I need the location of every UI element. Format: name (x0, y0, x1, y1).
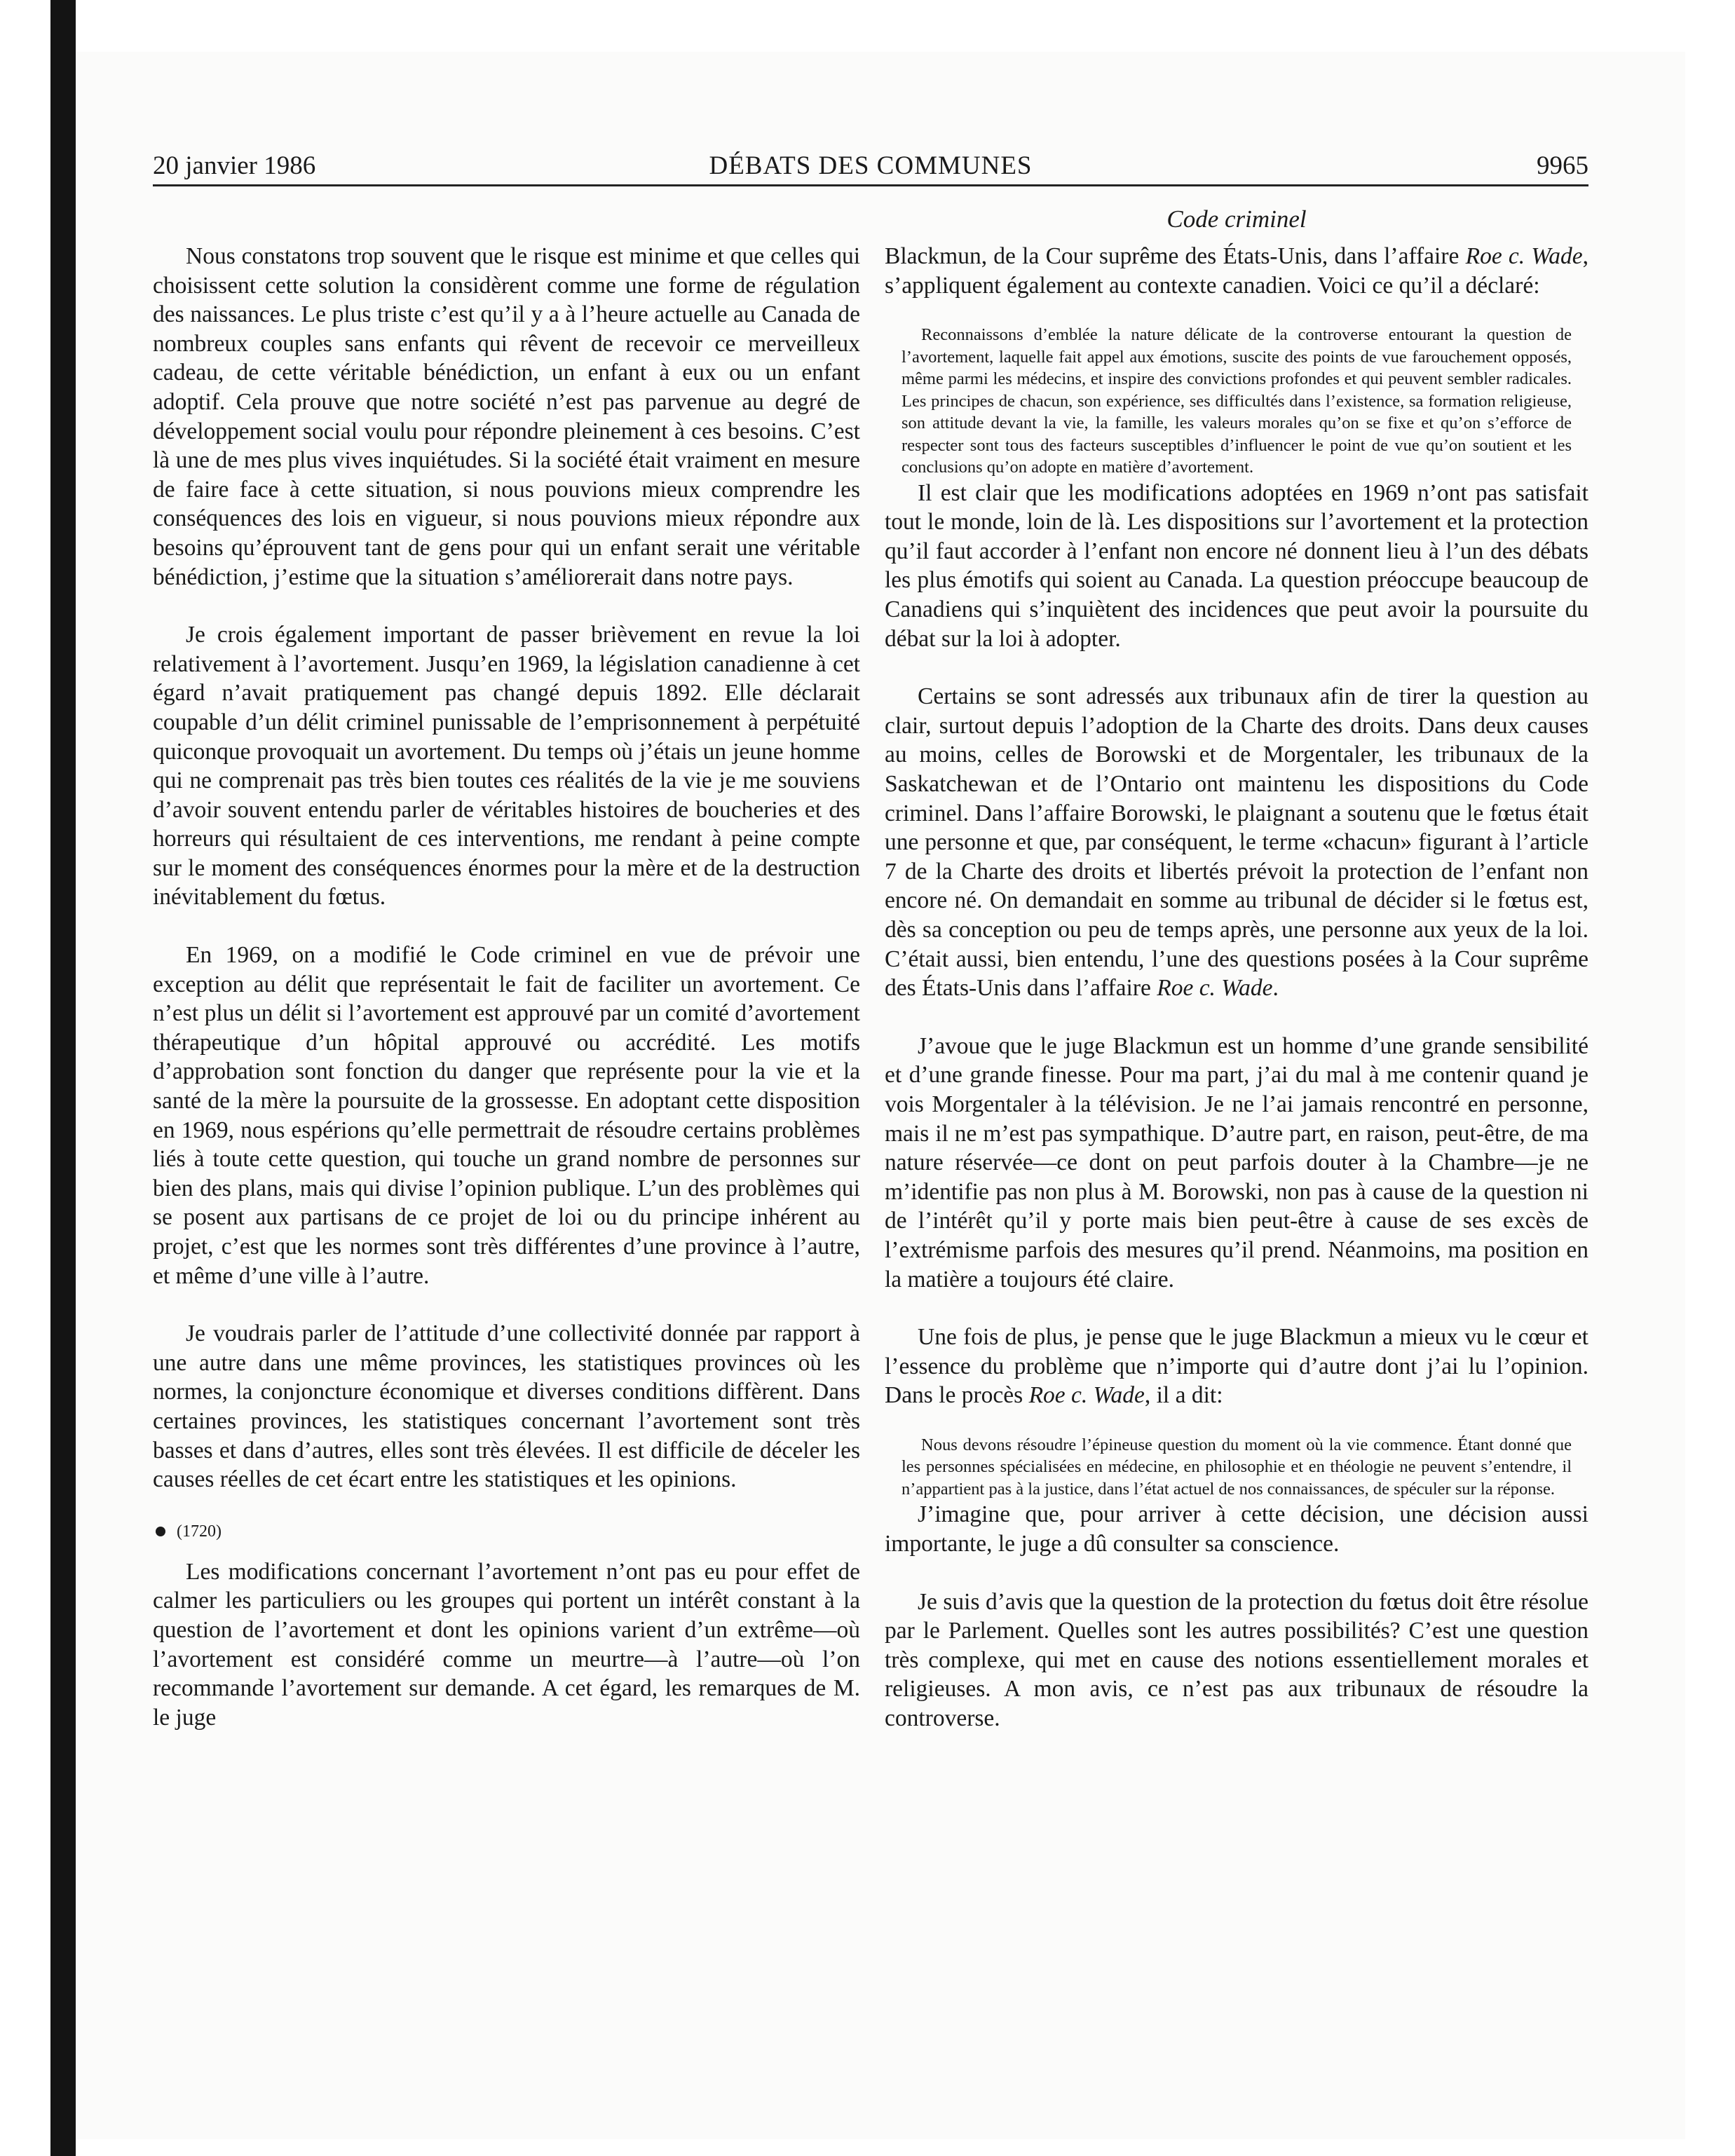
case-name: Roe c. Wade (1157, 975, 1273, 1002)
right-paragraph-1-text: Blackmun, de la Cour suprême des États-Unis, dans l’affaire (885, 243, 1466, 269)
quotation-2 (885, 1434, 1588, 1501)
quotation-1 (885, 324, 1588, 479)
left-column (153, 242, 860, 1732)
right-paragraph-6: J’imagine que, pour arriver à cette décision, une décision aussi importante, le juge a dû consulter sa conscience. (885, 1501, 1588, 1557)
header-rule (153, 184, 1588, 186)
right-paragraph-2: Il est clair que les modifications adoptées en 1969 n’ont pas satisfait tout le monde, loin de là. Les dispositions sur l’avortement et la protection qu’il faut accorder à l’enfant non encore né donnent lieu à l’un des débats les plus émotifs qui soient au Canada. La question préoccupe beaucoup de Canadiens qui s’inquiètent des incidences que peut avoir la poursuite du débat sur la loi à adopter. (885, 479, 1588, 652)
case-name: Roe c. Wade (1028, 1382, 1145, 1409)
right-paragraph-7: Je suis d’avis que la question de la protection du fœtus doit être résolue par le Parlement. Quelles sont les autres possibilités? C’est une question très complexe, qui met en cause des notions essentiellement morales et religieuses. A mon avis, ce n’est pas aux tribunaux de résoudre la controverse. (885, 1588, 1588, 1731)
section-heading: Code criminel (1166, 205, 1307, 233)
right-paragraph-4: J’avoue que le juge Blackmun est un homme d’une grande sensibilité et d’une grande finesse. Pour ma part, j’ai du mal à me contenir quand je vois Morgentaler à la télévision. Je ne l’ai jamais rencontré en personne, mais il ne m’est pas sympathique. D’autre part, en raison, peut-être, de ma nature réservée—ce dont on peut parfois douter à la Chambre—je ne m’identifie pas non plus à M. Borowski, non pas à cause de la question ni de l’intérêt qu’il y porte mais bien peut-être à cause de ses excès de l’extrémisme parfois des mesures qu’il prend. Néanmoins, ma position en la matière a toujours été claire. (885, 1032, 1588, 1292)
right-column (885, 242, 1588, 1733)
right-paragraph-3 (885, 682, 1588, 1003)
left-paragraph-3: En 1969, on a modifié le Code criminel en vue de prévoir une exception au délit que représentait le fait de faciliter un avortement. Ce n’est plus un délit si l’avortement est approuvé par un comité d’avortement thérapeutique d’un hôpital approuvé ou accrédité. Les motifs d’approbation sont fonction du danger que représente pour la vie et la santé de la mère la poursuite de la grossesse. En adoptant cette disposition en 1969, nous espérions qu’elle permettrait de résoudre certains problèmes liés à toute cette question, qui touche un grand nombre de personnes sur bien des plans, mais qui divise l’opinion publique. L’un des problèmes qui se posent aux partisans de ce projet de loi ou du principe inhérent au projet, c’est que les normes sont très différentes d’une province à l’autre, et même d’une ville à l’autre. (153, 942, 860, 1289)
scan-edge-bar (50, 0, 76, 2156)
time-marker-label: (1720) (177, 1522, 222, 1541)
right-paragraph-5-text-end: , il a dit: (1144, 1382, 1223, 1409)
right-paragraph-3-text-end: . (1272, 975, 1279, 1002)
right-paragraph-1 (885, 242, 1588, 300)
bullet-dot-icon (156, 1527, 165, 1536)
left-paragraph-1: Nous constatons trop souvent que le risque est minime et que celles qui choisissent cette solution la considèrent comme une forme de régulation des naissances. Le plus triste c’est qu’il y a à l’heure actuelle au Canada de nombreux couples sans enfants qui rêvent de recevoir ce merveilleux cadeau, de cette véritable bénédiction, un enfant à eux ou un enfant adoptif. Cela prouve que notre société n’est pas parvenue au degré de développement social voulu pour répondre pleinement à ces besoins. C’est là une de mes plus vives inquiétudes. Si la société était vraiment en mesure de faire face à cette situation, si nous pouvions mieux comprendre les conséquences des lois en vigueur, si nous pouvions mieux répondre aux besoins qu’éprouvent tant de gens pour qui un enfant serait une véritable bénédiction, j’estime que la situation s’améliorerait dans notre pays. (153, 243, 860, 590)
header-date: 20 janvier 1986 (153, 151, 316, 180)
right-paragraph-5 (885, 1323, 1588, 1410)
header-page-number: 9965 (1537, 151, 1588, 180)
time-marker (153, 1521, 860, 1542)
left-paragraph-4: Je voudrais parler de l’attitude d’une collectivité donnée par rapport à une autre dans une même provinces, les statistiques provinces où les normes, la conjoncture économique et diverses conditions diffèrent. Dans certaines provinces, les statistiques concernant l’avortement sont très basses et dans d’autres, elles sont très élevées. Il est difficile de déceler les causes réelles de cet écart entre les statistiques et les opinions. (153, 1321, 860, 1493)
quotation-1-text: Reconnaissons d’emblée la nature délicate de la controverse entourant la question de l’avortement, laquelle fait appel aux émotions, suscite des points de vue farouchement opposés, même parmi les médecins, et inspire des convictions profondes et qui peuvent sembler radicales. Les principes de chacun, son expérience, ses difficultés dans l’existence, sa formation religieuse, son attitude devant la vie, la famille, les valeurs morales qu’on se fixe et qu’on s’efforce de respecter sont tous des facteurs susceptibles d’influencer le point de vue qu’on soutient et les conclusions qu’on adopte en matière d’avortement. (901, 325, 1572, 477)
left-paragraph-5: Les modifications concernant l’avortement n’ont pas eu pour effet de calmer les particuliers ou les groupes qui portent un intérêt constant à la question de l’avortement et dont les opinions varient d’un extrême—où l’avortement est considéré comme un meurtre—à l’autre—où l’on recommande l’avortement sur demande. A cet égard, les remarques de M. le juge (153, 1558, 860, 1731)
case-name: Roe c. Wade (1465, 243, 1583, 269)
right-paragraph-1-text-end: , s’appliquent également au contexte canadien. Voici ce qu’il a déclaré: (885, 243, 1588, 299)
left-paragraph-2: Je crois également important de passer brièvement en revue la loi relativement à l’avortement. Jusqu’en 1969, la législation canadienne à cet égard n’avait pratiquement pas changé depuis 1892. Elle déclarait coupable d’un délit criminel punissable de l’emprisonnement à perpétuité quiconque provoquait un avortement. Du temps où j’étais un jeune homme qui ne comprenait pas très bien toutes ces réalités de la vie je me souviens d’avoir souvent entendu parler de véritables histoires de boucheries et des horreurs qui résultaient de ces interventions, me rendant à peine compte sur le moment des conséquences énormes pour la mère et de la destruction inévitablement du fœtus. (153, 622, 860, 910)
header-title: DÉBATS DES COMMUNES (709, 151, 1033, 180)
quotation-2-text: Nous devons résoudre l’épineuse question du moment où la vie commence. Étant donné que les personnes spécialisées en médecine, en philosophie et en théologie ne peuvent s’entendre, il n’appartient pas à la justice, dans l’état actuel de nos connaissances, de spéculer sur la réponse. (901, 1435, 1572, 1499)
right-paragraph-3-text: Certains se sont adressés aux tribunaux afin de tirer la question au clair, surtout depuis l’adoption de la Charte des droits. Dans deux causes au moins, celles de Borowski et de Morgentaler, les tribunaux de la Saskatchewan et de l’Ontario ont maintenu les dispositions du Code criminel. Dans l’affaire Borowski, le plaignant a soutenu que le fœtus était une personne et que, par conséquent, le terme «chacun» figurant à l’article 7 de la Charte des droits et libertés prévoit la protection de l’enfant non encore né. On demandait en somme au tribunal de décider si le fœtus est, dès sa conception ou peu de temps après, une personne aux yeux de la loi. C’était aussi, bien entendu, l’une des questions posées à la Cour suprême des États-Unis dans l’affaire (885, 683, 1588, 1002)
right-paragraph-5-text: Une fois de plus, je pense que le juge Blackmun a mieux vu le cœur et l’essence du problème que n’importe qui d’autre dont j’ai lu l’opinion. Dans le procès (885, 1324, 1588, 1409)
